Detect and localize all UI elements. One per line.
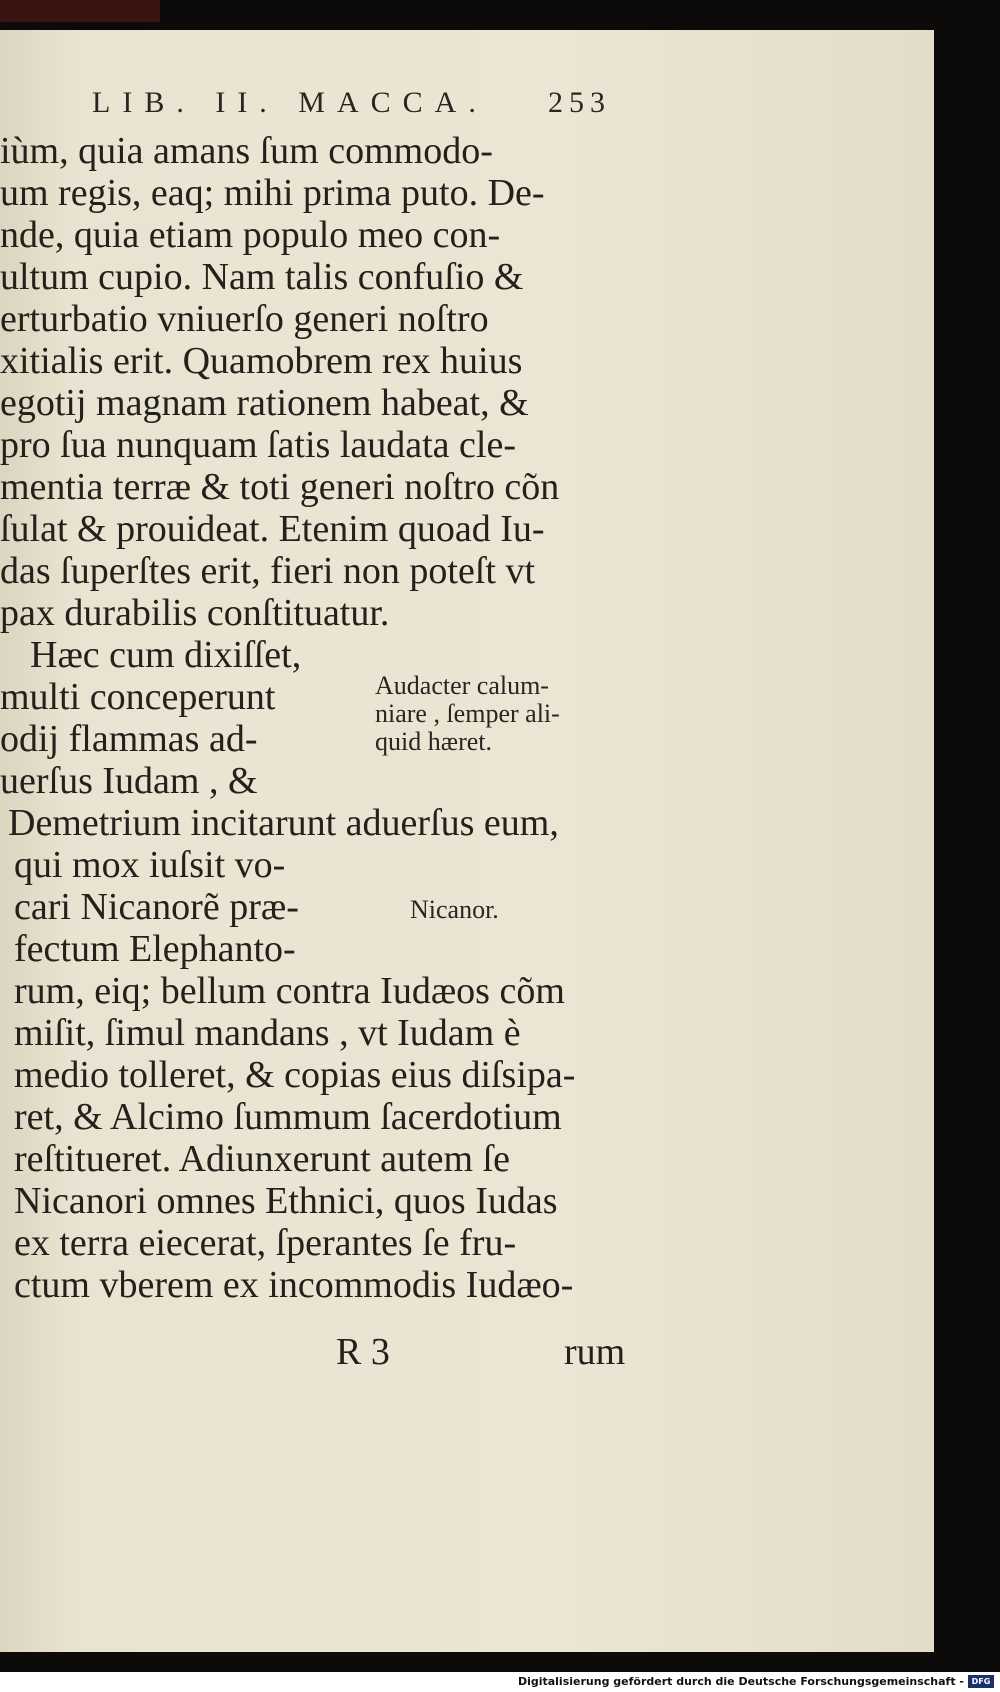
dfg-logo-icon: DFG — [968, 1675, 994, 1688]
text-line: uerſus Iudam , & — [0, 760, 258, 802]
book-page — [0, 30, 934, 1652]
text-line: rum, eiq; bellum contra Iudæos cõm — [14, 970, 565, 1012]
catchword: rum — [564, 1331, 626, 1373]
text-line: das ſuperſtes erit, fieri non poteſt vt — [0, 550, 536, 592]
text-line: ex terra eiecerat, ſperantes ſe fru- — [14, 1222, 517, 1264]
text-line: ultum cupio. Nam talis confuſio & — [0, 256, 524, 298]
text-line: miſit, ſimul mandans , vt Iudam è — [14, 1012, 521, 1054]
text-line: fectum Elephanto- — [14, 928, 296, 970]
binding-edge — [0, 0, 160, 22]
text-line: xitialis erit. Quamobrem rex huius — [0, 340, 523, 382]
margin-note-line: quid hæret. — [375, 727, 492, 756]
text-line: erturbatio vniuerſo generi noſtro — [0, 298, 489, 340]
funding-notice: Digitalisierung gefördert durch die Deutsche Forschungsgemeinschaft - — [517, 1675, 964, 1688]
text-line: ctum vberem ex incommodis Iudæo- — [14, 1264, 574, 1306]
text-line: Demetrium incitarunt aduerſus eum, — [8, 802, 559, 844]
text-line: multi conceperunt — [0, 676, 276, 718]
margin-note-line: niare , ſemper ali- — [375, 699, 560, 728]
text-line: medio tolleret, & copias eius diſsipa- — [14, 1054, 576, 1096]
text-line: Hæc cum dixiſſet, — [30, 634, 302, 676]
text-line: ret, & Alcimo ſummum ſacerdotium — [14, 1096, 562, 1138]
text-line: pax durabilis conſtituatur. — [0, 592, 390, 634]
text-line: egotij magnam rationem habeat, & — [0, 382, 529, 424]
text-line: qui mox iuſsit vo- — [14, 844, 286, 886]
text-line: ſulat & prouideat. Etenim quoad Iu- — [0, 508, 545, 550]
text-line: mentia terræ & toti generi noſtro cõn — [0, 466, 560, 508]
text-line: pro ſua nunquam ſatis laudata cle- — [0, 424, 516, 466]
page-number: 253 — [548, 86, 611, 119]
text-line: reſtitueret. Adiunxerunt autem ſe — [14, 1138, 510, 1180]
text-line: nde, quia etiam populo meo con- — [0, 214, 501, 256]
running-title: LIB. II. MACCA. — [92, 86, 488, 119]
text-line: Nicanori omnes Ethnici, quos Iudas — [14, 1180, 558, 1222]
text-line: cari Nicanorẽ præ- — [14, 886, 299, 928]
text-line: iùm, quia amans ſum commodo- — [0, 130, 493, 172]
margin-note-nicanor: Nicanor. — [410, 895, 499, 924]
text-line: odij flammas ad- — [0, 718, 258, 760]
digitization-footer — [0, 1672, 1000, 1692]
margin-note-line: Audacter calum- — [375, 671, 549, 700]
text-line: um regis, eaq; mihi prima puto. De- — [0, 172, 545, 214]
signature-mark: R 3 — [336, 1331, 390, 1373]
